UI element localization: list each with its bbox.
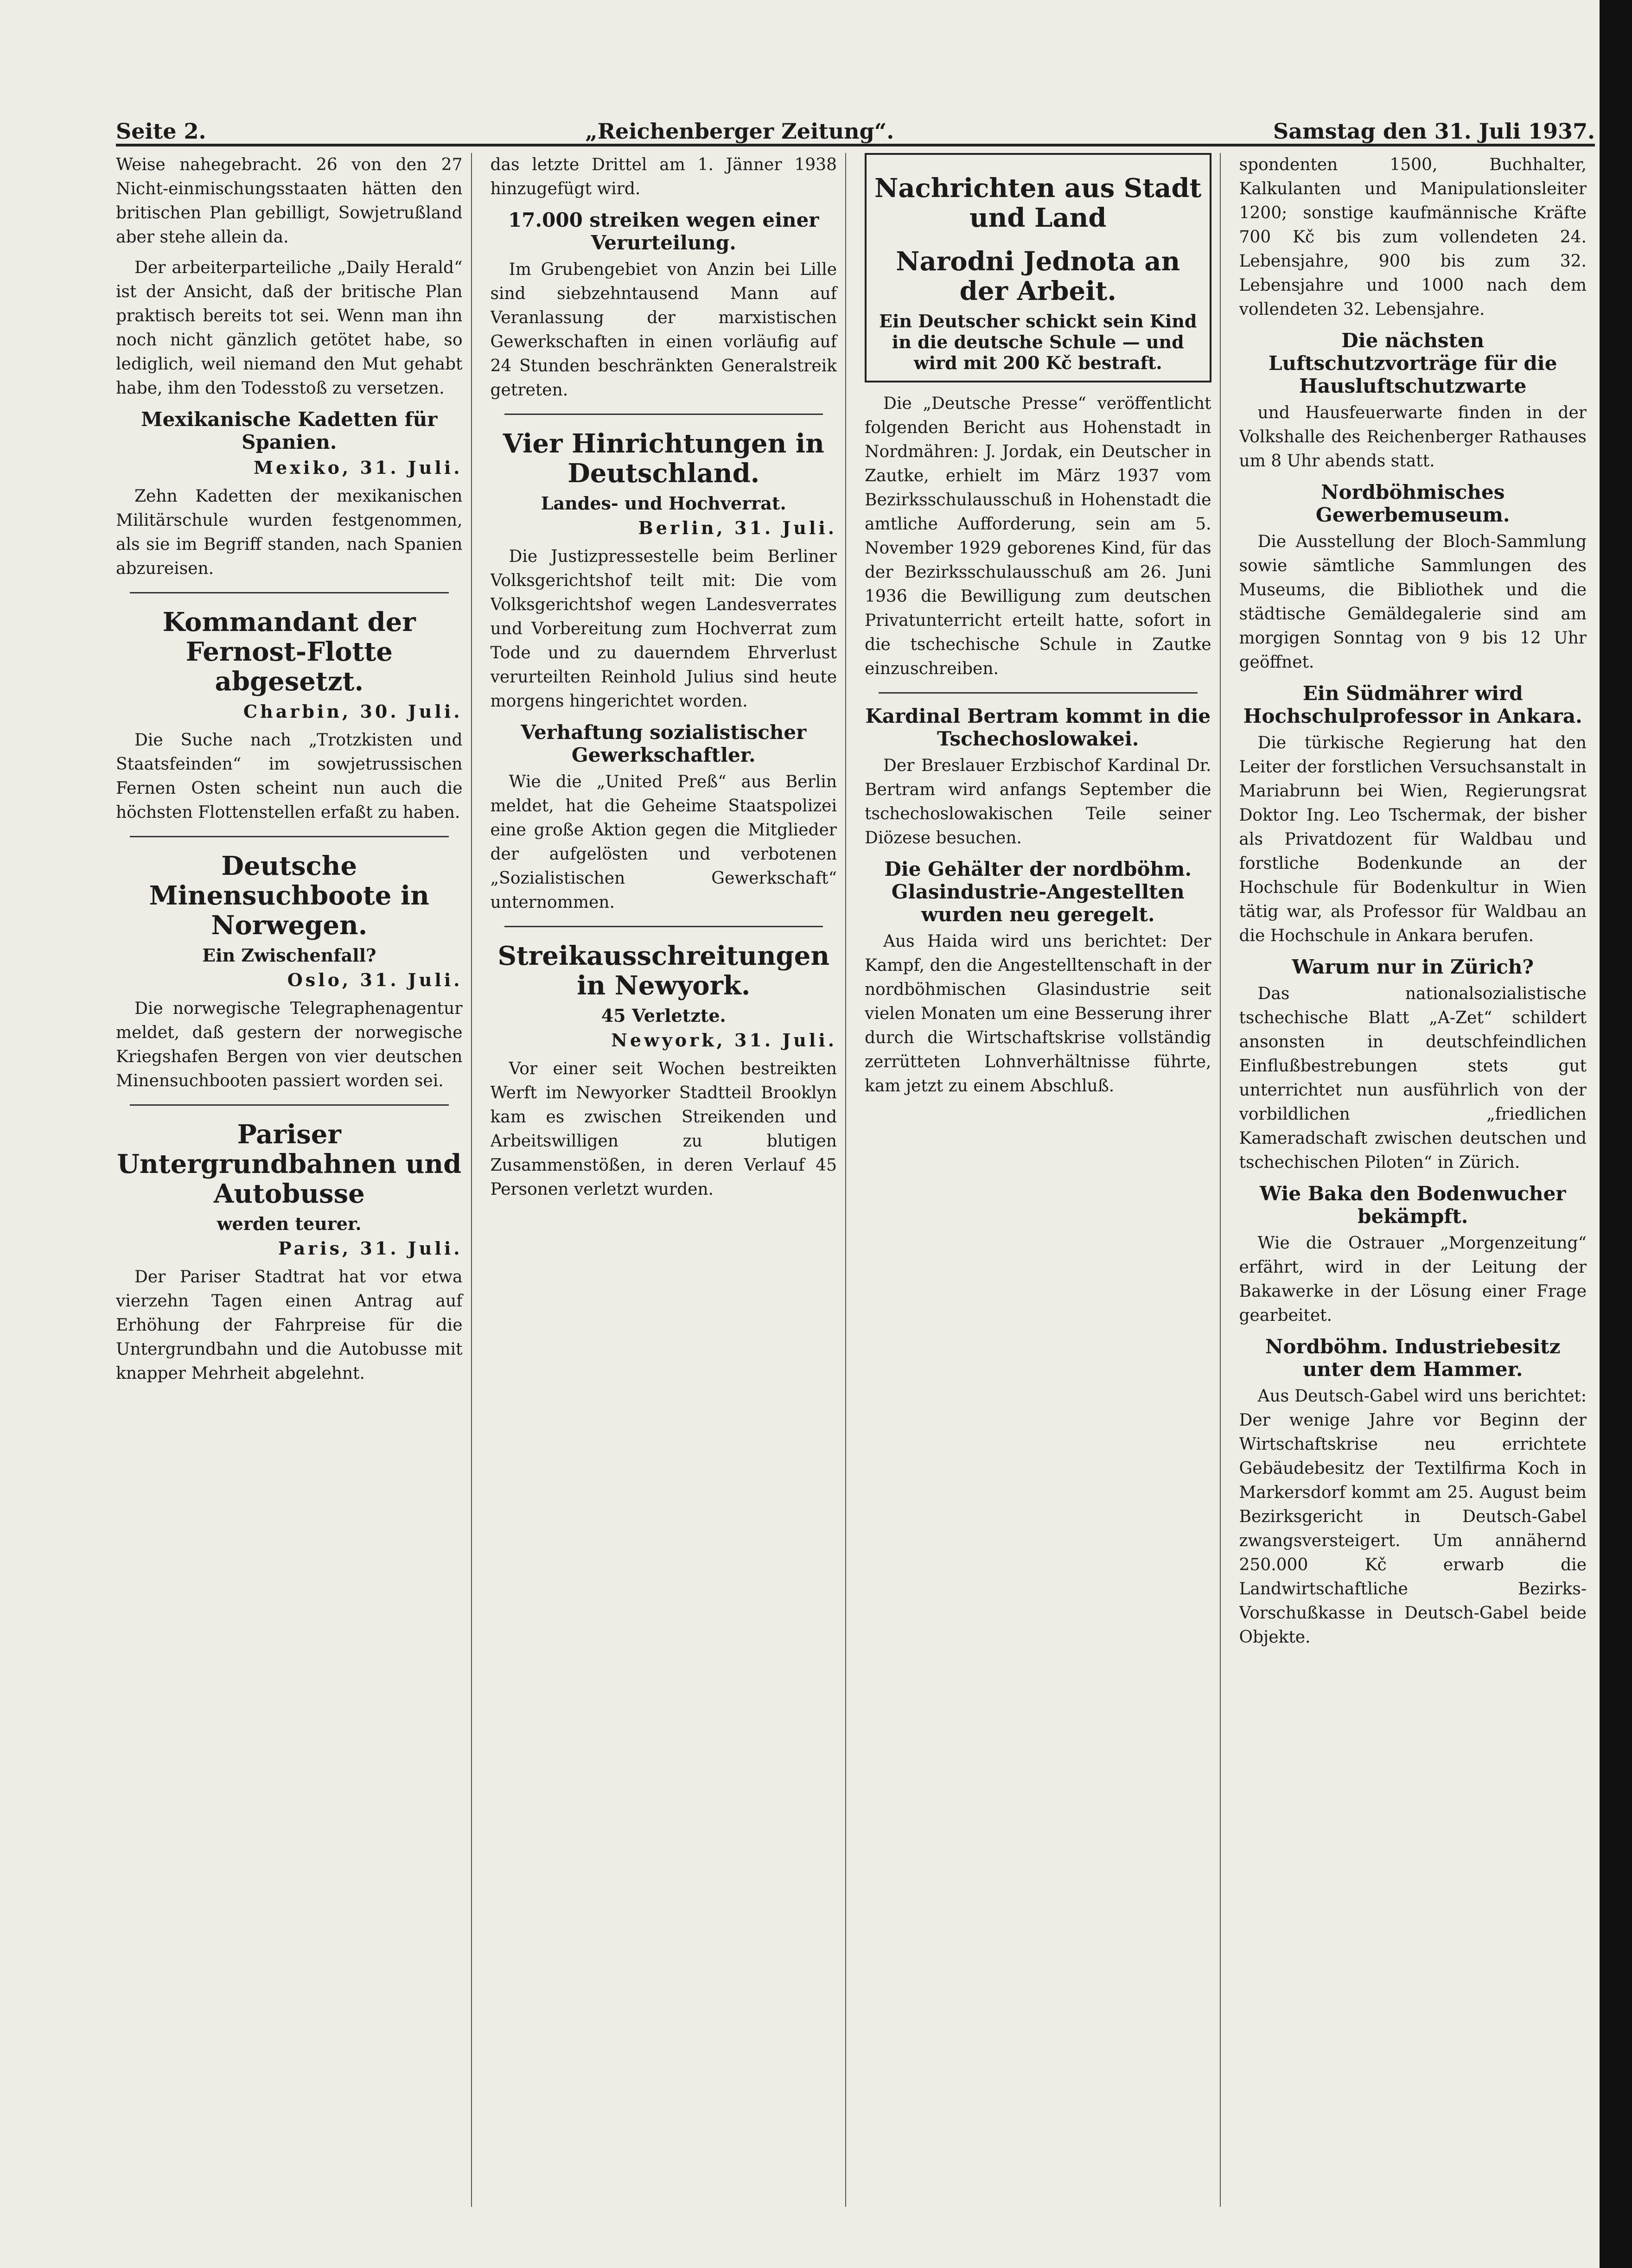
- divider: [130, 592, 449, 593]
- article-subheading: werden teurer.: [217, 1213, 362, 1234]
- article-heading: Die Gehälter der nordböhm. Glasindustrie-Angestellten wurden neu geregelt.: [884, 858, 1192, 926]
- article-text: Das nationalsozialistische tschechische Blatt „A-Zet“ schildert ansonsten in deutschfeindlichen Einflußbestrebungen stets gut unterrichtet nun ausführlich von der vorbildlichen „friedlichen Kameradschaft zwischen deutschen und tschechischen Piloten“ in Zürich.: [1239, 984, 1587, 1172]
- article-text: das letzte Drittel am 1. Jänner 1938 hinzugefügt wird.: [490, 155, 837, 198]
- article-text: Der Pariser Stadtrat hat vor etwa vierzehn Tagen einen Antrag auf Erhöhung der Fahrpreise für die Untergrundbahn und die Autobusse mit knapper Mehrheit abgelehnt.: [116, 1268, 463, 1383]
- column-1: [116, 153, 472, 2207]
- article-heading: Warum nur in Zürich?: [1292, 956, 1534, 978]
- page-number: Seite 2.: [116, 119, 206, 144]
- issue-date: Samstag den 31. Juli 1937.: [1273, 119, 1595, 144]
- newspaper-title: „Reichenberger Zeitung“.: [585, 119, 894, 144]
- article-heading: Nordböhmisches Gewerbemuseum.: [1315, 481, 1510, 526]
- dateline: Paris, 31. Juli.: [278, 1238, 463, 1259]
- article-text: Die Justizpressestelle beim Berliner Volksgerichtshof teilt mit: Die vom Volksgerichtshof wegen Landesverrates und Vorbereitung zum Hochverrat zum Tode und zu dauerndem Ehrverlust verurteilten Reinhold Julius sind heute morgens hingerichtet worden.: [490, 547, 837, 711]
- article-heading: Wie Baka den Bodenwucher bekämpft.: [1260, 1182, 1566, 1228]
- article-text: und Hausfeuerwarte finden in der Volkshalle des Reichenberger Rathauses um 8 Uhr abends statt.: [1239, 403, 1587, 471]
- article-text: Aus Deutsch-Gabel wird uns berichtet: Der wenige Jahre vor Beginn der Wirtschaftskrise neu errichtete Gebäudebesitz der Textilfirma Koch in Markersdorf kommt am 25. August beim Bezirksgericht in Deutsch-Gabel zwangsversteigert. Um annähernd 250.000 Kč erwarb die Landwirtschaftliche Bezirks-Vorschußkasse in Deutsch-Gabel beide Objekte.: [1239, 1387, 1587, 1647]
- article-text: Die norwegische Telegraphenagentur meldet, daß gestern der norwegische Kriegshafen Bergen von vier deutschen Minensuchbooten passiert worden sei.: [116, 999, 463, 1090]
- dateline: Newyork, 31. Juli.: [611, 1030, 837, 1051]
- dateline: Charbin, 30. Juli.: [243, 701, 463, 722]
- article-text: Weise nahegebracht. 26 von den 27 Nicht-einmischungsstaaten hätten den britischen Plan gebilligt, Sowjetrußland aber stehe allein da.: [116, 155, 463, 247]
- divider: [504, 414, 823, 415]
- article-text: Wie die Ostrauer „Morgenzeitung“ erfährt, wird in der Leitung der Bakawerke in der Lösung einer Frage gearbeitet.: [1239, 1234, 1587, 1325]
- divider: [130, 1104, 449, 1106]
- article-heading: Pariser Untergrundbahnen und Autobusse: [117, 1119, 462, 1209]
- article-text: Im Grubengebiet von Anzin bei Lille sind siebzehntausend Mann auf Veranlassung der marxistischen Gewerkschaften in einen vorläufig auf 24 Stunden beschränkten Generalstreik getreten.: [490, 260, 837, 400]
- article-heading: Narodni Jednota an der Arbeit.: [896, 246, 1180, 306]
- article-heading: Ein Südmährer wird Hochschulprofessor in Ankara.: [1243, 682, 1582, 727]
- article-text: Vor einer seit Wochen bestreikten Werft im Newyorker Stadtteil Brooklyn kam es zwischen Streikenden und Arbeitswilligen zu blutigen Zusammenstößen, in deren Verlauf 45 Personen verletzt wurden.: [490, 1059, 837, 1199]
- divider: [879, 692, 1198, 694]
- column-3: [865, 153, 1221, 2207]
- article-heading: Kommandant der Fernost-Flotte abgesetzt.: [162, 607, 416, 697]
- article-text: Der arbeiterparteiliche „Daily Herald“ ist der Ansicht, daß der britische Plan praktisch bereits tot sei. Wenn man ihn noch nicht gänzlich getötet habe, so lediglich, weil niemand den Mut gehabt habe, ihm den Todesstoß zu versetzen.: [116, 258, 463, 398]
- article-text: spondenten 1500, Buchhalter, Kalkulanten und Manipulationsleiter 1200; sonstige kaufmännische Kräfte 700 Kč bis zum vollendeten 24. Lebensjahre, 900 bis zum 32. Lebensjahre und 1000 nach dem vollendeten 32. Lebensjahre.: [1239, 155, 1587, 319]
- article-text: Der Breslauer Erzbischof Kardinal Dr. Bertram wird anfangs September die tschechoslowakischen Teile seiner Diözese besuchen.: [865, 756, 1211, 847]
- article-text: Die türkische Regierung hat den Leiter der forstlichen Versuchsanstalt in Mariabrunn bei Wien, Regierungsrat Doktor Ing. Leo Tschermak, der bisher als Privatdozent für Waldbau und forstliche Bodenkunde an der Hochschule für Bodenkultur in Wien tätig war, als Professor für Waldbau an die Hochschule in Ankara berufen.: [1239, 733, 1587, 945]
- article-text: Zehn Kadetten der mexikanischen Militärschule wurden festgenommen, als sie im Begriff standen, nach Spanien abzureisen.: [116, 487, 463, 578]
- page-header: [116, 116, 1595, 147]
- article-heading: Vier Hinrichtungen in Deutschland.: [503, 428, 824, 489]
- dateline: Oslo, 31. Juli.: [287, 969, 463, 990]
- article-columns: [116, 153, 1595, 2207]
- article-heading: Mexikanische Kadetten für Spanien.: [141, 408, 438, 453]
- divider: [130, 836, 449, 837]
- article-subheading: 45 Verletzte.: [601, 1005, 726, 1026]
- article-text: Aus Haida wird uns berichtet: Der Kampf, den die Angestelltenschaft in der nordböhmischen Glasindustrie seit vielen Monaten um eine Besserung ihrer durch die Wirtschaftskrise vollständig zerrütteten Lohnverhältnisse führte, kam jetzt zu einem Abschluß.: [865, 932, 1211, 1096]
- divider: [504, 926, 823, 927]
- column-4: [1239, 153, 1595, 2207]
- article-heading: Streikausschreitungen in Newyork.: [497, 941, 830, 1001]
- scan-edge: [1600, 0, 1632, 2268]
- article-heading: Verhaftung sozialistischer Gewerkschaftler.: [521, 721, 807, 766]
- section-heading: Nachrichten aus Stadt und Land: [874, 173, 1202, 233]
- article-subheading: Ein Zwischenfall?: [202, 945, 376, 966]
- article-heading: Kardinal Bertram kommt in die Tschechoslowakei.: [865, 705, 1211, 750]
- article-heading: 17.000 streiken wegen einer Verurteilung.: [508, 209, 819, 254]
- article-heading: Nordböhm. Industriebesitz unter dem Hammer.: [1265, 1335, 1561, 1381]
- article-subheading: Landes- und Hochverrat.: [541, 493, 786, 514]
- article-text: Die Ausstellung der Bloch-Sammlung sowie sämtliche Sammlungen des Museums, die Bibliothek und die städtische Gemäldegalerie sind am morgigen Sonntag von 9 bis 12 Uhr geöffnet.: [1239, 532, 1587, 672]
- section-box: [865, 153, 1211, 382]
- article-heading: Deutsche Minensuchboote in Norwegen.: [149, 851, 429, 941]
- article-text: Die Suche nach „Trotzkisten und Staatsfeinden“ im sowjetrussischen Fernen Osten scheint nun auch die höchsten Flottenstellen erfaßt zu haben.: [116, 731, 463, 822]
- article-heading: Die nächsten Luftschutzvorträge für die Hausluftschutzwarte: [1269, 329, 1557, 397]
- column-2: [491, 153, 847, 2207]
- dateline: Berlin, 31. Juli.: [638, 517, 837, 538]
- article-text: Die „Deutsche Presse“ veröffentlicht folgenden Bericht aus Hohenstadt in Nordmähren: J. Jordak, ein Deutscher in Zautke, erhielt im März 1937 vom Bezirksschulausschuß in Hohenstadt die amtliche Aufforderung, sein am 5. November 1929 geborenes Kind, für das der Bezirksschulausschuß am 26. Juni 1936 die Bewilligung zum deutschen Privatunterricht erteilt hatte, sofort in die tschechische Schule in Zautke einzuschreiben.: [865, 394, 1211, 678]
- article-text: Wie die „United Preß“ aus Berlin meldet, hat die Geheime Staatspolizei eine große Aktion gegen die Mitglieder der aufgelösten und verbotenen „Sozialistischen Gewerkschaft“ unternommen.: [490, 772, 837, 912]
- article-subheading: Ein Deutscher schickt sein Kind in die deutsche Schule — und wird mit 200 Kč bestraft.: [879, 311, 1197, 373]
- dateline: Mexiko, 31. Juli.: [253, 457, 463, 478]
